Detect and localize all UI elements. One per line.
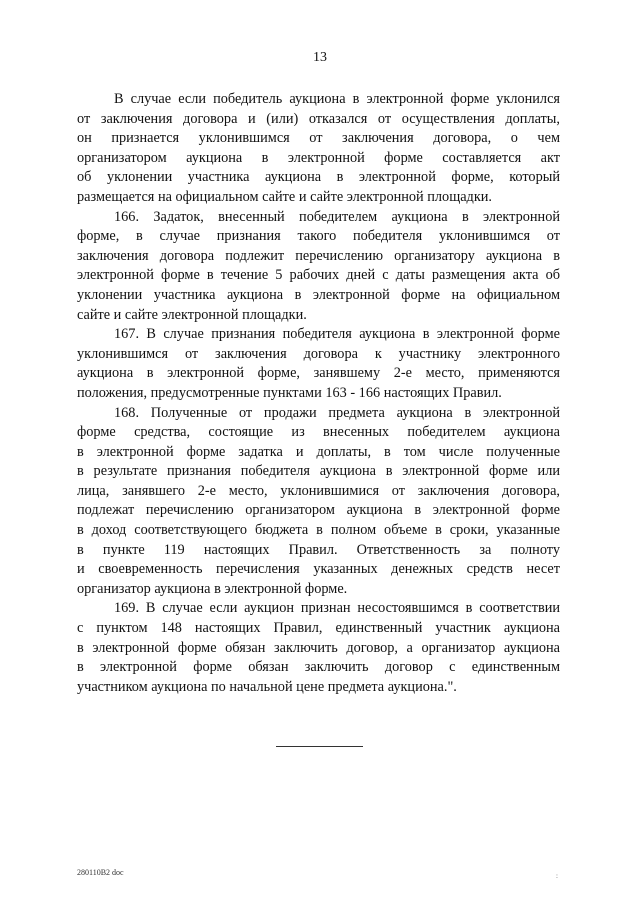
text-line: в пункте 119 настоящих Правил. Ответственность за полноту [77,541,560,558]
text-line: в электронной форме обязан заключить договор с единственным [77,659,560,676]
text-line: в электронной форме обязан заключить договор, а организатор аукциона [77,639,560,656]
paragraph-168 [77,404,560,600]
text-line: 167. В случае признания победителя аукциона в электронной форме [114,326,560,343]
paragraph-169 [77,599,560,697]
text-line: форме средства, состоящие из внесенных победителем аукциона [77,424,560,441]
text-line: сайте и сайте электронной площадки. [77,306,307,323]
text-line: от заключения договора и (или) отказался от осуществления доплаты, [77,110,560,127]
document-body [77,90,560,697]
page-number: 13 [313,50,327,65]
text-line: в доход соответствующего бюджета в полном объеме в сроки, указанные [77,522,560,539]
text-line: положения, предусмотренные пунктами 163 - 166 настоящих Правил. [77,384,502,401]
text-line: форме, в случае признания такого победителя уклонившимся от [77,228,560,245]
text-line: участником аукциона по начальной цене предмета аукциона.". [77,678,457,695]
text-line: уклонившимся от заключения договора к участнику электронного [77,345,560,362]
text-line: и своевременность перечисления указанных денежных средств несет [77,561,560,578]
paragraph-166 [77,208,560,326]
text-line: 169. В случае если аукцион признан несостоявшимся в соответствии [114,600,560,617]
text-line: 168. Полученные от продажи предмета аукциона в электронной [114,404,560,421]
text-line: заключения договора подлежит перечислению организатору аукциона в [77,247,560,264]
text-line: в электронной форме задатка и доплаты, в том числе полученные [77,443,560,460]
text-line: подлежат перечислению организатором аукциона в электронной форме [77,502,560,519]
text-line: он признается уклонившимся от заключения договора, о чем [77,130,560,147]
text-line: размещается на официальном сайте и сайте электронной площадки. [77,188,493,205]
text-line: организатором аукциона в электронной форме составляется акт [77,149,560,166]
text-line: с пунктом 148 настоящих Правил, единственный участник аукциона [77,620,560,637]
text-line: электронной форме в течение 5 рабочих дней с даты размещения акта об [77,267,560,284]
footer-file-code: 280110В2 doc [77,868,124,877]
end-of-document-rule [276,746,363,747]
paragraph-intro [77,90,560,208]
text-line: организатор аукциона в электронной форме. [77,580,348,597]
text-line: лица, занявшего 2-е место, уклонившимися от заключения договора, [77,482,560,499]
text-line: об уклонении участника аукциона в электронной форме, который [77,169,560,186]
corner-mark: : [556,872,558,880]
paragraph-167 [77,325,560,403]
text-line: в результате признания победителя аукциона в электронной форме или [77,463,560,480]
text-line: 166. Задаток, внесенный победителем аукциона в электронной [114,208,560,225]
text-line: В случае если победитель аукциона в электронной форме уклонился [114,91,560,107]
text-line: уклонении участника аукциона в электронной форме на официальном [77,286,560,303]
text-line: аукциона в электронной форме, занявшему 2-е место, применяются [77,365,560,382]
